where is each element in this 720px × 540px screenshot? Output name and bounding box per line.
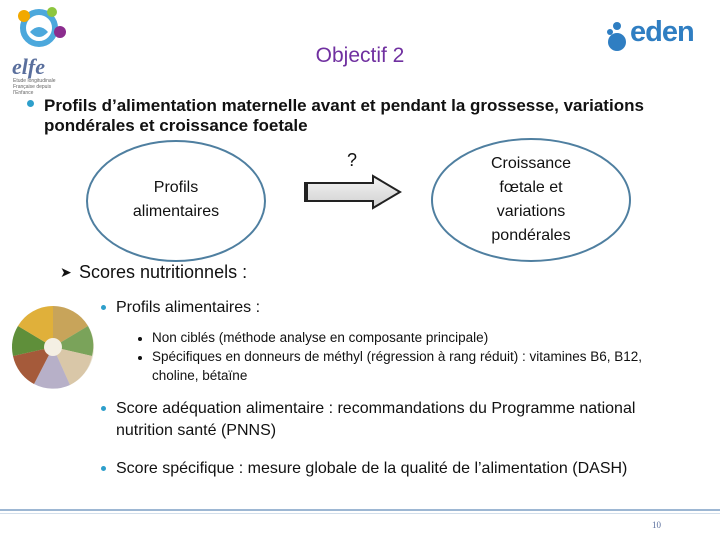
- arrow-right-icon: [303, 174, 403, 210]
- eden-wordmark: eden: [630, 16, 694, 48]
- bullet-icon: [101, 406, 106, 411]
- sub-item-text: Non ciblés (méthode analyse en composante principale): [152, 330, 489, 345]
- sub-bullet-icon: [138, 337, 142, 341]
- bullet-icon: [27, 100, 34, 107]
- score-item-text: Profils alimentaires :: [116, 299, 261, 316]
- score-item-text: Score spécifique : mesure globale de la qualité de l’alimentation (DASH): [116, 460, 628, 477]
- question-mark: ?: [347, 150, 358, 170]
- score-item-text: Score adéquation alimentaire : recommandations du Programme national nutrition santé (PNNS): [116, 400, 636, 439]
- food-plate-icon: [8, 304, 98, 390]
- sub-item-text: Spécifiques en donneurs de méthyl (régression à rang réduit) : vitamines B6, B12, choline, bétaïne: [152, 349, 643, 383]
- scores-heading: Scores nutritionnels :: [79, 262, 248, 282]
- bullet-icon: [101, 466, 106, 471]
- ellipse-right-line: Croissance: [490, 155, 572, 172]
- footer-divider: [0, 513, 720, 514]
- elfe-subtitle-line: Française depuis: [13, 84, 52, 90]
- fetal-growth-ellipse: [431, 138, 631, 262]
- ellipse-left-line: Profils: [153, 179, 199, 196]
- ellipse-left-line: alimentaires: [132, 203, 220, 220]
- ellipse-right-line: fœtale et: [499, 179, 563, 196]
- elfe-wordmark: elfe: [12, 54, 45, 79]
- slide-title: Objectif 2: [315, 44, 405, 67]
- ellipse-left-label: [88, 176, 264, 224]
- arrowhead-bullet-icon: ➤: [60, 264, 72, 280]
- elfe-subtitle-line: Etude longitudinale: [13, 78, 56, 84]
- main-bullet-text: Profils d’alimentation maternelle avant et pendant la grossesse, variations pondérales et croissance foetale: [44, 96, 644, 135]
- sub-bullet-icon: [138, 356, 142, 360]
- ellipse-right-line: pondérales: [491, 227, 571, 244]
- bullet-icon: [101, 305, 106, 310]
- footer-divider: [0, 509, 720, 511]
- elfe-subtitle-line: l'Enfance: [13, 90, 34, 96]
- ellipse-right-line: variations: [496, 203, 566, 220]
- dietary-profiles-ellipse: [86, 140, 266, 262]
- ellipse-right-label: [433, 152, 629, 248]
- page-number: 10: [652, 520, 661, 530]
